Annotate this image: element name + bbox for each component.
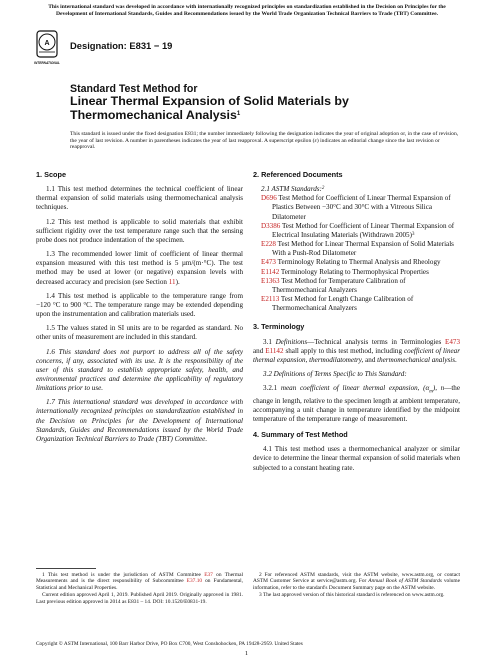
footnote-1: 1 This test method is under the jurisdiction of ASTM Committee E37 on Thermal Measurements and is the direct responsibility of Subcommittee E37.10 on Fundamental, Statistical and Mechanical Properties. [36,572,244,591]
issue-statement: This standard is issued under the fixed designation E831; the number immediately following the designation indicates the year of original adoption or, in the case of revision, the year of last revision. A number in parentheses indicates the year of last reapproval. A superscript epsilon (ε) indicates an editorial change since the last revision or reapproval. [70,131,459,150]
para-4-1: 4.1 This test method uses a thermomechanical analyzer or similar device to determine the linear thermal expansion of solid materials when subjected to a constant heating rate. [253,445,460,472]
footnotes-left [36,566,243,606]
para-1-3: 1.3 The recommended lower limit of coefficient of linear thermal expansion measured with this test method is 5 µm/(m·°C). The test method may be used at lower (or negative) expansion levels with decreased accuracy and precision (see Section 11). [36,250,243,286]
svg-text:INTERNATIONAL: INTERNATIONAL [34,61,60,65]
para-1-5: 1.5 The values stated in SI units are to be regarded as standard. No other units of measurement are included in this standard. [36,324,243,342]
ref-e1142-link[interactable]: E1142 [261,267,280,276]
copyright-notice: Copyright © ASTM International, 100 Barr Harbor Drive, PO Box C700, West Conshohocken, PA 19428-2959. United States [36,641,303,647]
section-11-link[interactable]: 11 [168,277,176,286]
ref-e1363: E1363 Test Method for Temperature Calibration of Thermomechanical Analyzers [261,276,406,294]
title-line-2: Linear Thermal Expansion of Solid Materials by [70,94,349,109]
designation: Designation: E831 − 19 [70,40,173,51]
title-line-1: Standard Test Method for [70,83,198,95]
tbt-notice: This international standard was developed in accordance with internationally recognized principles on standardization established in the Decision on Principles for the Development of International Standards, Guides and Recommendations issued by the World Trade Organization Technical Barriers to Trade (TBT) Committee. [48,4,446,17]
e37-10-link[interactable]: E37.10 [186,578,203,585]
section-referenced-heading: 2. Referenced Documents [253,170,343,179]
ref-d3386-link[interactable]: D3386 [261,221,281,230]
para-1-4: 1.4 This test method is applicable to the temperature range from −120 °C to 900 °C. The temperature range may be extended depending upon the instrumentation and calibration materials used. [36,291,243,319]
ref-e2113-link[interactable]: E2113 [261,295,280,304]
ref-e1363-link[interactable]: E1363 [261,276,280,285]
ref-e473-link[interactable]: E473 [261,258,276,267]
para-1-7: 1.7 This international standard was developed in accordance with internationally recognized principles on standardization established in the Decision on Principles for the Development of International Standards, Guides and Recommendations issued by the World Trade Organization Technical Barriers to Trade (TBT) Committee. [36,398,243,443]
ref-d3386: D3386 Test Method for Coefficient of Linear Thermal Expansion of Electrical Insulating Materials (Withdrawn 2005)$^3$ [261,221,455,239]
astm-logo [34,30,60,66]
section-terminology-heading: 3. Terminology [253,322,305,332]
para-1-2: 1.2 This test method is applicable to solid materials that exhibit sufficient rigidity over the test temperature range such that the sensing probe does not produce indentation of the specimen. [36,217,243,244]
svg-text:A: A [44,40,50,47]
ref-e228-link[interactable]: E228 [261,240,276,249]
astm-standards-subheading: 2.1 ASTM Standards:$^2$ [261,185,325,194]
title-footnote-mark: 1 [236,111,241,117]
para-1-6: 1.6 This standard does not purport to address all of the safety concerns, if any, associated with its use. It is the responsibility of the user of this standard to establish appropriate safety, health, and environmental practices and determine the applicability of regulatory limitations prior to use. [36,347,243,393]
left-column [36,168,243,449]
right-column [253,168,460,478]
ref-e473: E473 Terminology Relating to Thermal Analysis and Rheology [261,258,441,267]
ref-e228: E228 Test Method for Linear Thermal Expansion of Solid Materials With a Push-Rod Dilatometer [261,240,454,258]
footnotes-right [253,566,460,600]
document-title [70,83,450,123]
e473-link[interactable]: E473 [445,337,460,346]
para-3-1: 3.1 Definitions—Technical analysis terms in Terminologies E473 and E1142 shall apply to this test method, including coefficient of linear thermal expansion, thermodilatometry, and thermomechanical analysis. [253,337,460,364]
para-3-2: 3.2 Definitions of Terms Specific to This Standard: [263,369,407,378]
footnote-1-edition: Current edition approved April 1, 2019. Published April 2019. Originally approved in 1981. Last previous edition approved in 2014 as E831 – 14. DOI: 10.1520/E0831-19. [36,592,243,605]
ref-d696-link[interactable]: D696 [261,194,277,203]
ref-e2113: E2113 Test Method for Length Change Calibration of Thermomechanical Analyzers [261,295,414,313]
e37-link[interactable]: E37 [204,572,213,578]
section-summary-heading: 4. Summary of Test Method [253,430,348,440]
e1142-link[interactable]: E1142 [265,346,284,355]
footnote-3: 3 The last approved version of this historical standard is referenced on www.astm.org. [259,592,445,599]
ref-e1142: E1142 Terminology Relating to Thermophysical Properties [261,267,429,276]
title-line-3: Thermomechanical Analysis$^1$ [70,108,241,122]
para-1-1: 1.1 This test method determines the technical coefficient of linear thermal expansion of solid materials using thermomechanical analysis techniques. [36,185,243,212]
page-number: 1 [244,650,249,657]
para-3-2-1: 3.2.1 mean coefficient of linear thermal expansion, $(\alpha_m)$, n—the change in length, relative to the specimen length at ambient temperature, accompanying a unit change in temperature identified by the midpoint temperature of the temperature range of measurement. [253,384,460,423]
footnote-rule [36,568,96,569]
section-scope-heading: 1. Scope [36,170,67,179]
ref-d696: D696 Test Method for Coefficient of Linear Thermal Expansion of Plastics Between −30°C and 30°C with a Vitreous Silica Dilatometer [261,194,451,221]
footnote-2: 2 For referenced ASTM standards, visit the ASTM website, www.astm.org, or contact ASTM Customer Service at service@astm.org. For Annual Book of ASTM Standards volume information, refer to the standard's Document Summary page on the ASTM website. [253,572,460,591]
